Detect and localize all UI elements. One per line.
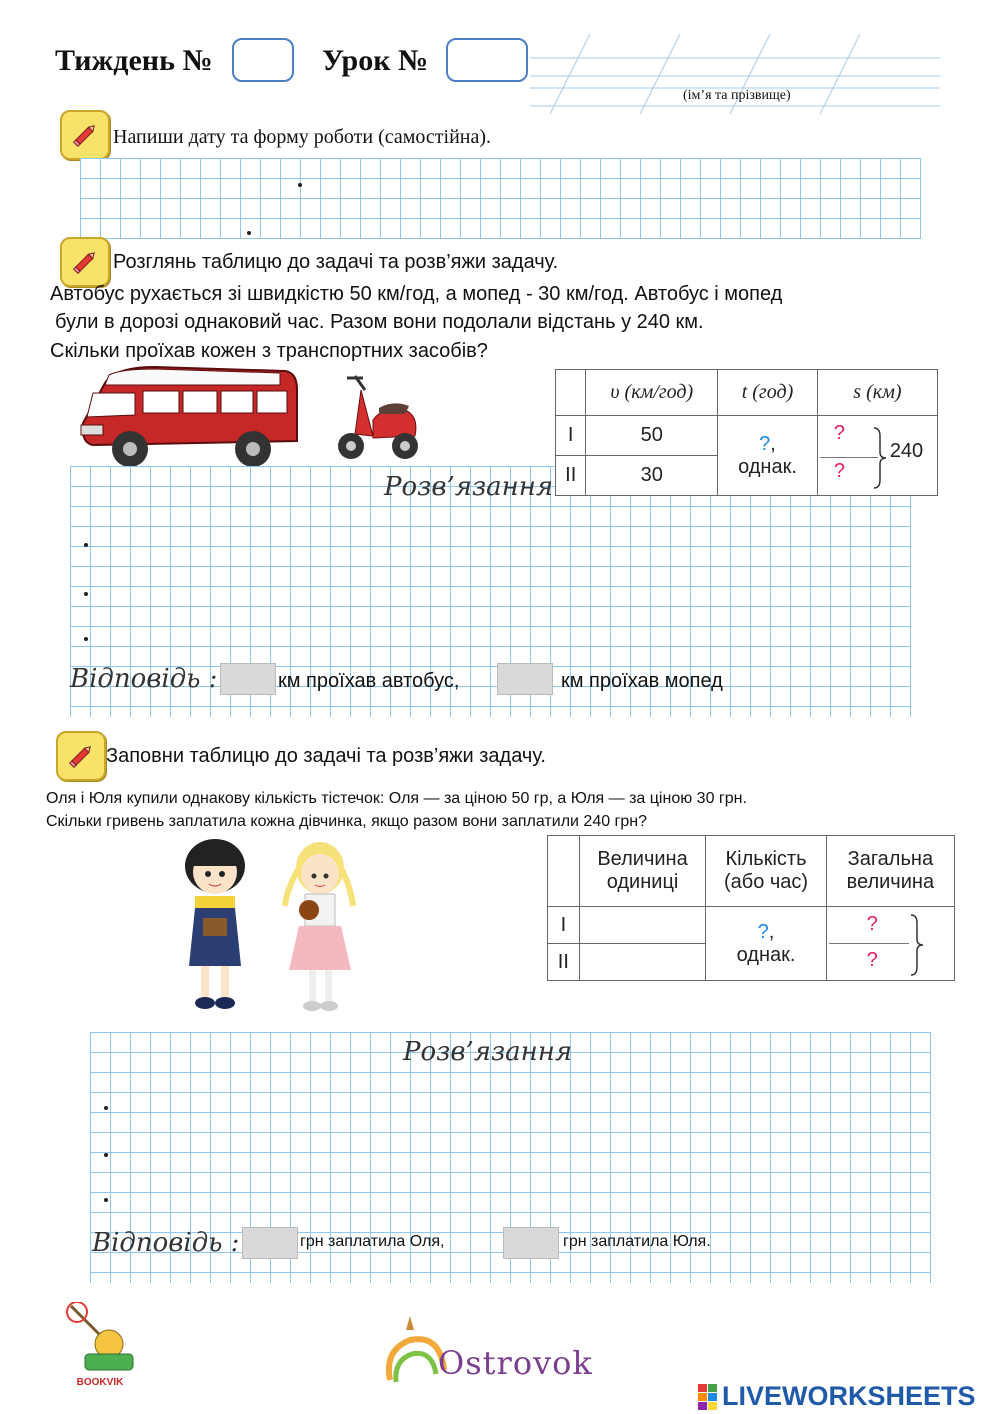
dot-marker <box>104 1153 108 1157</box>
task3-answer-text1: грн заплатила Оля, <box>300 1233 445 1250</box>
brace-icon <box>909 913 925 977</box>
bus-icon <box>75 363 305 471</box>
task3-answer-text2: грн заплатила Юля. <box>563 1233 711 1250</box>
unknown-mark: ? <box>759 432 771 455</box>
task3-problem-line2: Скільки гривень заплатила кожна дівчинка, якщо разом вони заплатили 240 грн? <box>46 813 648 830</box>
task3-instruction: Заповни таблицю до задачі та розв’яжи задачу. <box>106 745 546 767</box>
task2-problem-line2: були в дорозі однаковий час. Разом вони подолали відстань у 240 км. <box>55 311 704 333</box>
unknown-mark: ? <box>833 460 845 482</box>
task2-answer-text1: км проїхав автобус, <box>278 670 460 692</box>
table-header-distance: s (км) <box>817 370 937 416</box>
task3-problem-line1: Оля і Юля купили однакову кількість тістечок: Оля — за ціною 50 гр, а Юля — за ціною 30 грн. <box>46 790 747 807</box>
task2-problem-line1: Автобус рухається зі швидкістю 50 км/год, а мопед - 30 км/год. Автобус і мопед <box>50 283 783 305</box>
task2-instruction: Розглянь таблицю до задачі та розв’яжи задачу. <box>113 251 559 273</box>
task2-problem-line3: Скільки проїхав кожен з транспортних засобів? <box>50 340 488 362</box>
total-distance: 240 <box>889 440 924 462</box>
unknown-mark: ? <box>757 920 769 943</box>
same-quantity-text: однак. <box>736 943 796 966</box>
table-header-unit-value: Величина одиниці <box>579 836 706 907</box>
moped-icon <box>333 370 423 462</box>
task2-answer-text2: км проїхав мопед <box>561 670 723 692</box>
task3-table <box>547 835 955 981</box>
distance-cell <box>817 416 937 496</box>
task1-instruction: Напиши дату та форму роботи (самостійна). <box>113 126 492 148</box>
table-header-time: t (год) <box>718 370 818 416</box>
dot-marker <box>84 637 88 641</box>
girl-yulia <box>285 842 353 1011</box>
lesson-number-input[interactable] <box>446 38 528 82</box>
distance-divider <box>820 457 878 458</box>
lesson-label: Урок № <box>322 44 429 77</box>
pencil-icon <box>60 110 110 160</box>
unknown-mark: ? <box>866 913 878 936</box>
dot-marker <box>104 1106 108 1110</box>
girl-olya <box>185 839 245 1009</box>
answer-bus-input[interactable] <box>220 663 276 695</box>
ostrovok-logo <box>380 1310 600 1390</box>
unit-value-olya-input[interactable] <box>579 907 706 944</box>
speed-bus: 50 <box>586 416 718 456</box>
pencil-icon <box>60 237 110 287</box>
bookvik-logo-text: BOOKVIK <box>76 1377 124 1388</box>
quantity-same-cell: ?, однак. <box>706 907 826 981</box>
table-header-quantity: Кількість (або час) <box>706 836 826 907</box>
row-label: II <box>548 944 580 981</box>
task2-answer-label: Відповідь : <box>70 664 218 694</box>
total-cell <box>826 907 954 981</box>
bookvik-logo-icon <box>65 1302 145 1372</box>
bookvik-logo <box>65 1302 145 1390</box>
task3-answer-label: Відповідь : <box>92 1228 240 1258</box>
table-header-total: Загальна величина <box>826 836 954 907</box>
task2-solution-title: Розв’язання <box>384 472 554 502</box>
row-label: II <box>556 456 586 496</box>
unit-value-yulia-input[interactable] <box>579 944 706 981</box>
name-caption: (ім’я та прізвище) <box>683 88 791 103</box>
dot-marker <box>298 183 302 187</box>
week-label: Тиждень № <box>55 44 213 77</box>
task3-solution-title: Розв’язання <box>403 1037 573 1067</box>
dot-marker <box>104 1198 108 1202</box>
task1-grid[interactable] <box>80 158 921 239</box>
answer-moped-input[interactable] <box>497 663 553 695</box>
speed-moped: 30 <box>586 456 718 496</box>
table-header-speed: υ (км/год) <box>586 370 718 416</box>
dot-marker <box>84 592 88 596</box>
same-time-text: однак. <box>738 455 797 478</box>
row-label: I <box>556 416 586 456</box>
time-same-cell: ?, однак. <box>718 416 818 496</box>
table-corner-cell <box>548 836 580 907</box>
unknown-mark: ? <box>833 422 845 444</box>
liveworksheets-text: LIVEWORKSHEETS <box>722 1381 976 1411</box>
brace-icon <box>872 426 888 490</box>
liveworksheets-brand <box>698 1381 976 1412</box>
dot-marker <box>247 231 251 235</box>
table-corner-cell <box>556 370 586 416</box>
answer-yulia-input[interactable] <box>503 1227 559 1259</box>
girls-illustration <box>175 838 370 1018</box>
row-label: I <box>548 907 580 944</box>
answer-olya-input[interactable] <box>242 1227 298 1259</box>
unknown-mark: ? <box>866 949 878 972</box>
dot-marker <box>84 543 88 547</box>
ostrovok-logo-text: Ostrovok <box>438 1344 593 1382</box>
pencil-icon <box>56 731 106 781</box>
name-input[interactable] <box>560 52 924 76</box>
liveworksheets-icon <box>698 1384 718 1410</box>
task2-table <box>555 369 938 496</box>
total-divider <box>829 943 909 944</box>
week-number-input[interactable] <box>232 38 294 82</box>
